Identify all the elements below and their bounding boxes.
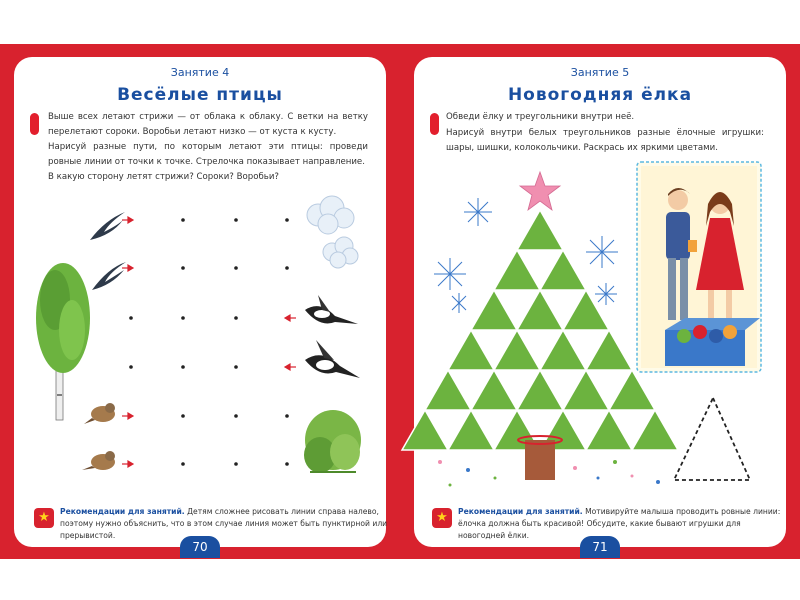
right-page-title: Новогодняя ёлка (507, 85, 693, 105)
sparrow-icon (82, 451, 115, 470)
bush-icon (304, 410, 361, 473)
cloud-icon (307, 196, 354, 234)
left-recommendation-text: Детям сложнее рисовать линии справа налево, поэтому нужно объяснить, что в этом случае линия может быть пунктирной или прерывистой. (60, 507, 388, 540)
left-paragraph-2: Нарисуй разные пути, по которым летают эти птицы: проведи ровные линии от точки к точке. Стрелочка показывает направление. (48, 142, 368, 167)
right-page-number: 71 (580, 536, 620, 558)
left-recommendation-heading: Рекомендации для занятий. (60, 507, 185, 516)
direction-arrows (122, 217, 296, 467)
swift-icon (90, 212, 125, 240)
left-recommendation (34, 506, 388, 540)
dot-grid (129, 218, 289, 466)
right-paragraph-1: Обведи ёлку и треугольники внутри неё. (446, 112, 635, 122)
right-recommendation-heading: Рекомендации для занятий. (458, 507, 583, 516)
magpie-icon (305, 340, 360, 378)
swift-icon (92, 262, 126, 290)
right-recommendation-text: Мотивируйте малыша проводить ровные линии: ёлочка должна быть красивой! Обсудите, какие бывают игрушки для новогодней ёлки. (458, 507, 781, 540)
sparrow-icon (84, 403, 115, 424)
snowflake-icon (464, 198, 492, 226)
star-icon: ★ (34, 508, 54, 528)
snowflake-icon (595, 283, 617, 305)
tree-trunk (518, 436, 562, 480)
star-icon (520, 172, 560, 210)
snowflake-icon (452, 293, 466, 313)
left-paragraph-1: Выше всех летают стрижи — от облака к облаку. С ветки на ветку перелетают сороки. Воробьи летают низко — от куста к кусту. (48, 112, 368, 137)
right-lesson-number: Занятие 5 (570, 66, 630, 79)
left-lesson-number: Занятие 4 (170, 66, 230, 79)
snowflake-icon (586, 236, 618, 268)
snowflake-icon (434, 258, 466, 290)
star-icon: ★ (432, 508, 452, 528)
right-paragraph-2: Нарисуй внутри белых треугольников разные ёлочные игрушки: шары, шишки, колокольчики. Раскрась их яркими цветами. (446, 128, 764, 153)
cloud-icon (323, 237, 358, 268)
birch-tree-icon (36, 263, 90, 420)
left-paragraph-3: В какую сторону летят стрижи? Сороки? Воробьи? (48, 172, 279, 182)
left-page-title: Весёлые птицы (117, 85, 283, 105)
left-page-number: 70 (180, 536, 220, 558)
dotted-triangle (674, 398, 750, 480)
magpie-icon (305, 295, 358, 324)
right-recommendation (432, 506, 784, 540)
